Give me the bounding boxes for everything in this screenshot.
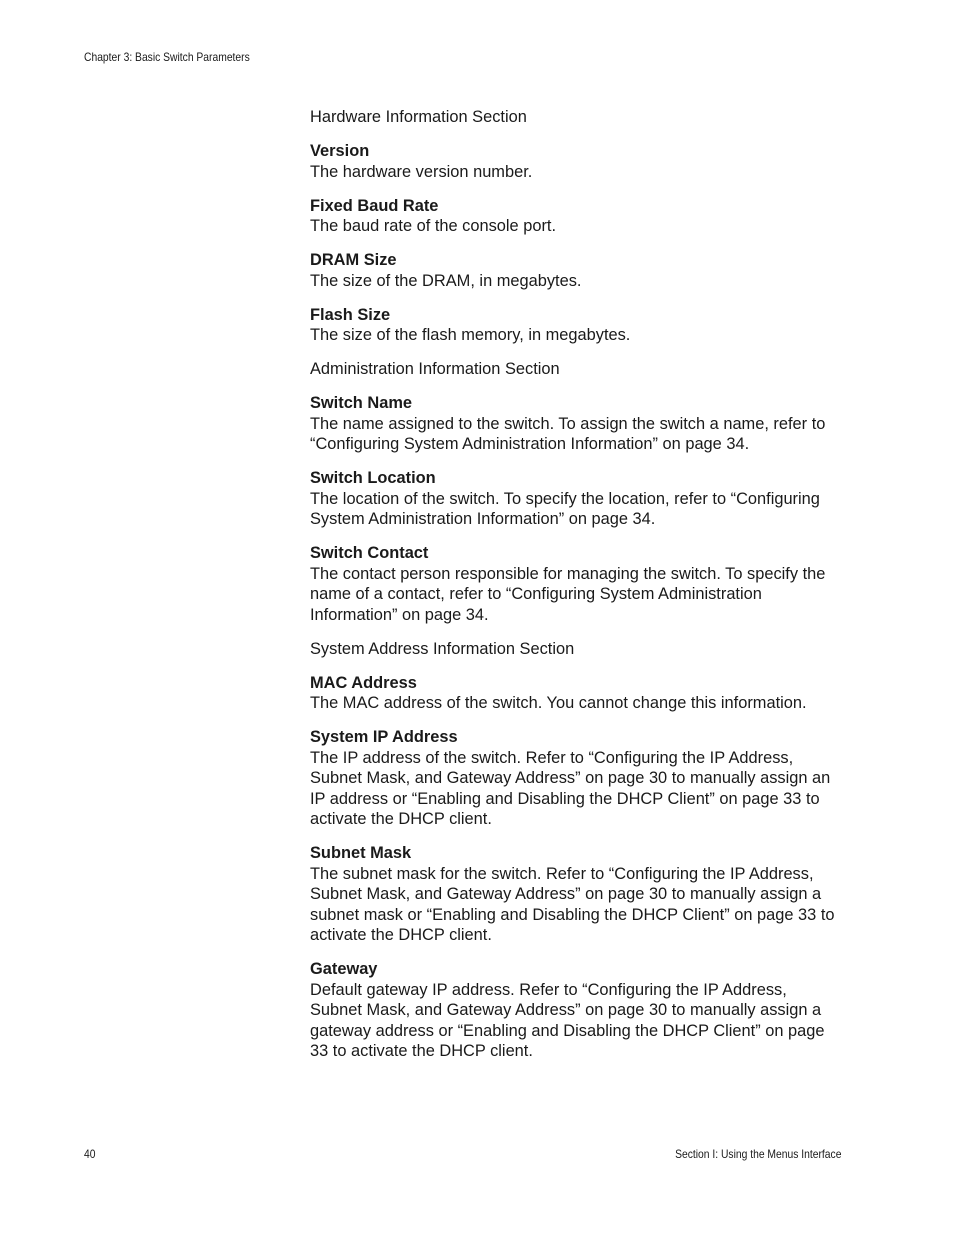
definition-description: The size of the DRAM, in megabytes. [310,271,582,290]
page-number: 40 [84,1147,96,1161]
definition-term: Subnet Mask [310,844,412,862]
definition-term: Gateway [310,960,378,978]
definition-entry [310,196,842,237]
definition-entry [310,393,842,455]
section-heading-hardware: Hardware Information Section [310,108,527,126]
definition-description: The location of the switch. To specify the location, refer to “Configuring System Administration Information” on page 34. [310,489,820,528]
definition-term: System IP Address [310,728,458,746]
definition-term: Switch Name [310,394,413,412]
section-heading-system-address: System Address Information Section [310,639,575,658]
page-content [310,107,842,1075]
definition-description: The size of the flash memory, in megabytes. [310,326,631,344]
footer-section-title: Section I: Using the Menus Interface [674,1147,841,1161]
definition-entry [310,468,842,530]
definition-term: Version [310,142,370,160]
definition-description: The IP address of the switch. Refer to “Configuring the IP Address, Subnet Mask, and Gateway Address” on page 30 to manually assign an IP address or “Enabling and Disabling the DHCP Client” on page 33 to activate the DHCP client. [310,748,831,828]
definition-term: Switch Location [310,469,436,487]
definition-term: DRAM Size [310,251,397,269]
definition-entry [310,543,842,625]
definition-entry [310,305,842,346]
definition-term: Flash Size [310,305,391,324]
definition-description: The name assigned to the switch. To assign the switch a name, refer to “Configuring System Administration Information” on page 34. [310,414,826,453]
running-header: Chapter 3: Basic Switch Parameters [84,50,250,64]
definition-description: The MAC address of the switch. You cannot change this information. [310,694,807,712]
definition-entry [310,727,842,830]
definition-entry [310,843,842,946]
definition-entry [310,673,842,714]
definition-description: The baud rate of the console port. [310,217,557,235]
definition-entry [310,250,842,291]
definition-description: Default gateway IP address. Refer to “Configuring the IP Address, Subnet Mask, and Gateway Address” on page 30 to manually assign a gateway address or “Enabling and Disabling the DHCP Client” on page 33 to activate the DHCP client. [310,980,825,1060]
definition-description: The hardware version number. [310,162,533,181]
definition-term: Switch Contact [310,544,429,562]
definition-entry [310,141,842,182]
definition-entry [310,959,842,1062]
definition-term: MAC Address [310,673,417,692]
section-heading-administration: Administration Information Section [310,360,560,378]
definition-description: The contact person responsible for managing the switch. To specify the name of a contact, refer to “Configuring System Administration Information” on page 34. [310,564,826,624]
definition-term: Fixed Baud Rate [310,196,439,215]
definition-description: The subnet mask for the switch. Refer to “Configuring the IP Address, Subnet Mask, and Gateway Address” on page 30 to manually assign a subnet mask or “Enabling and Disabling the DHCP Client” on page 33 to activate the DHCP client. [310,864,835,944]
